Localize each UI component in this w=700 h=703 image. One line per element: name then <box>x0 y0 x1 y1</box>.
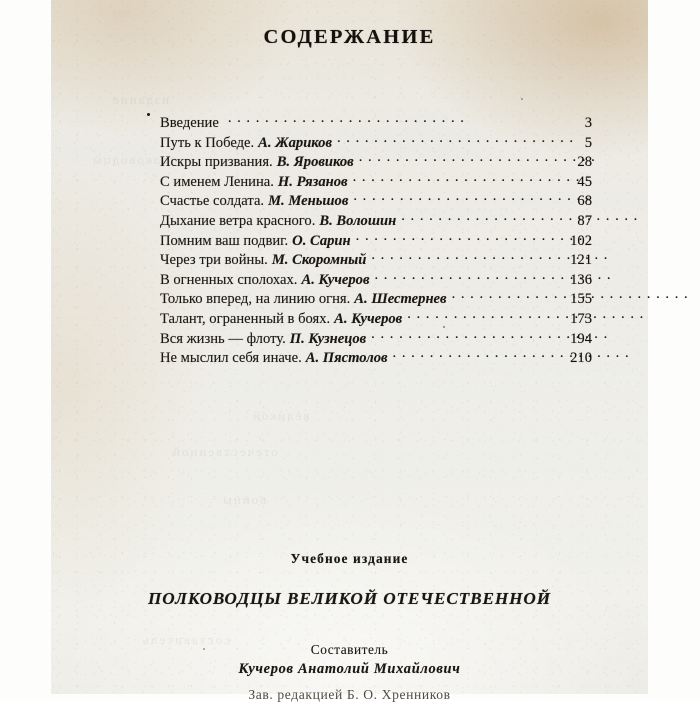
toc-entry-page-number: 155 <box>570 291 592 308</box>
toc-entry-page-number: 173 <box>570 310 592 327</box>
dot-leader <box>353 191 561 205</box>
toc-entry-page-number: 87 <box>577 212 592 229</box>
dot-leader <box>371 250 561 264</box>
dot-leader <box>353 172 561 186</box>
toc-entry-author: М. Скоромный <box>271 252 367 269</box>
toc-entry-title: Путь к Победе. <box>160 134 255 151</box>
compiler-role: Составитель <box>310 642 389 657</box>
colophon-block <box>51 551 648 678</box>
toc-entry-page-number: 210 <box>570 350 592 367</box>
toc-entry-author: А. Жариков <box>258 134 332 151</box>
toc-entry-page-number: 136 <box>570 271 592 288</box>
toc-entry-title: С именем Ленина. <box>160 173 274 190</box>
toc-entry-title: Только вперед, на линию огня. <box>160 291 351 308</box>
toc-entry-page-number: 102 <box>570 232 592 249</box>
toc-entry-title: Счастье солдата. <box>160 193 265 210</box>
toc-entry-title: Талант, ограненный в боях. <box>160 310 331 327</box>
toc-entry-title: Помним ваш подвиг. <box>160 232 289 249</box>
toc-entry-author: А. Кучеров <box>301 271 370 288</box>
toc-entry-author: П. Кузнецов <box>289 330 367 347</box>
dot-leader <box>337 133 561 147</box>
table-of-contents <box>160 113 592 368</box>
toc-entry-page-number: 194 <box>570 330 592 347</box>
toc-entry-title: Искры призвания. <box>160 154 273 171</box>
dot-leader <box>393 348 561 362</box>
toc-entry-author: Н. Рязанов <box>277 173 348 190</box>
dot-leader <box>407 309 561 323</box>
book-title: ПОЛКОВОДЦЫ ВЕЛИКОЙ ОТЕЧЕСТВЕННОЙ <box>147 589 552 608</box>
toc-entry-author: В. Яровиков <box>276 154 354 171</box>
toc-entry-page-number: 45 <box>577 173 592 190</box>
toc-entry[interactable] <box>160 348 592 368</box>
toc-entry-title: Введение <box>160 115 219 131</box>
compiler-name: Кучеров Анатолий Михайлович <box>238 661 461 677</box>
bleed-through-text: отечественной <box>171 444 278 459</box>
toc-entry-author: А. Шестернев <box>354 291 447 308</box>
paper-sheet <box>51 0 648 702</box>
bleed-through-text: издание <box>111 92 169 107</box>
dot-leader <box>401 211 561 225</box>
toc-entry-author: О. Сарин <box>292 232 351 249</box>
toc-entry-page-number: 68 <box>577 193 592 210</box>
editor-credit-line-clipped: Зав. редакцией Б. О. Хренников <box>248 687 451 702</box>
page-title: СОДЕРЖАНИЕ <box>263 26 436 48</box>
toc-entry-author: В. Волошин <box>319 212 397 229</box>
toc-entry-title: Не мыслил себя иначе. <box>160 350 302 367</box>
toc-entry-page-number: 28 <box>577 154 592 171</box>
dot-leader <box>452 289 561 303</box>
toc-entry-page-number: 3 <box>584 115 592 131</box>
dot-leader <box>375 270 562 284</box>
toc-entry-title: Вся жизнь — флоту. <box>160 330 286 347</box>
dot-leader <box>359 152 561 166</box>
edition-kind: Учебное издание <box>290 551 409 566</box>
bleed-through-text: составитель <box>141 632 230 647</box>
toc-entry-page-number: 121 <box>570 252 592 269</box>
page-content <box>51 0 648 702</box>
dot-leader <box>356 231 561 245</box>
dot-leader <box>228 113 561 127</box>
toc-entry-author: А. Кучеров <box>334 310 403 327</box>
bleed-through-text: великой <box>251 408 310 423</box>
toc-entry-author: М. Меньшов <box>268 193 349 210</box>
toc-entry-title: Через три войны. <box>160 252 268 269</box>
toc-entry-title: Дыхание ветра красного. <box>160 212 316 229</box>
toc-entry-author: А. Пястолов <box>305 350 388 367</box>
toc-entry-page-number: 5 <box>584 134 592 151</box>
bleed-through-text: полководцы <box>91 152 178 167</box>
bleed-through-text: войны <box>221 492 267 507</box>
dot-leader <box>371 329 561 343</box>
toc-entry-title: В огненных сполохах. <box>160 271 298 288</box>
